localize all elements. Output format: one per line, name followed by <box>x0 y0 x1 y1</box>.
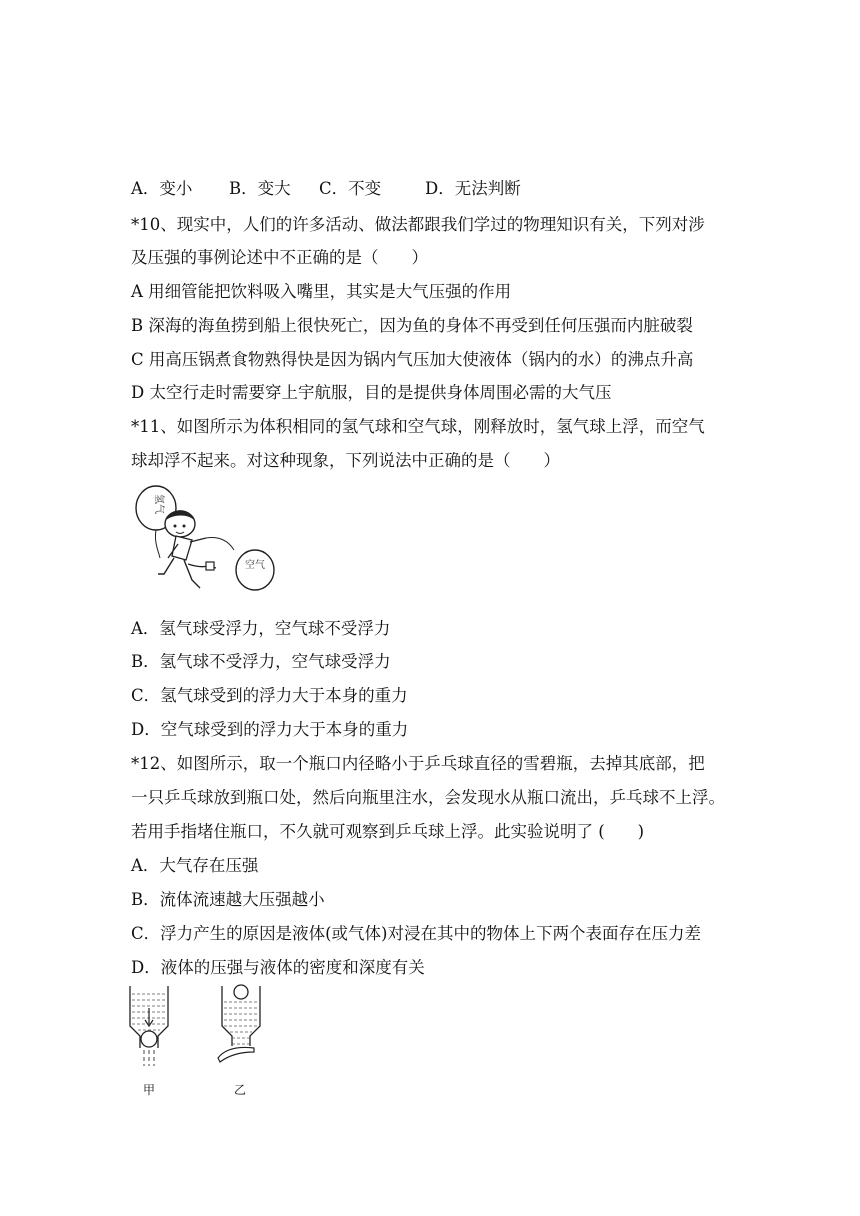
q12-stem-line3: 若用手指堵住瓶口，不久就可观察到乒乓球上浮。此实验说明了 ( ) <box>131 822 645 841</box>
q12-stem-line1: *12、如图所示，取一个瓶口内径略小于乒乓球直径的雪碧瓶，去掉其底部，把 <box>131 754 705 773</box>
q11-stem-line2: 球却浮不起来。对这种现象，下列说法中正确的是（ ） <box>131 451 560 470</box>
q12-stem-line2: 一只乒乓球放到瓶口处，然后向瓶里注水，会发现水从瓶口流出，乒乓球不上浮。 <box>131 788 725 807</box>
q10-option-c: C 用高压锅煮食物熟得快是因为锅内气压加大使液体（锅内的水）的沸点升高 <box>131 350 694 369</box>
q11-figure-balloons <box>128 484 278 602</box>
q11-option-b: B．氢气球不受浮力，空气球受浮力 <box>131 652 391 671</box>
balloon1-label: 氢气 <box>153 494 164 514</box>
q10-option-b: B 深海的海鱼捞到船上很快死亡，因为鱼的身体不再受到任何压强而内脏破裂 <box>131 316 693 335</box>
q12-option-d: D．液体的压强与液体的密度和深度有关 <box>131 958 425 977</box>
bottle-jia <box>130 986 168 1066</box>
q9-option-b: B．变大 <box>229 179 291 198</box>
q12-option-b: B．流体流速越大压强越小 <box>131 890 325 909</box>
q9-option-a: A．变小 <box>131 179 193 198</box>
q10-option-d: D 太空行走时需要穿上宇航服，目的是提供身体周围必需的大气压 <box>131 383 612 402</box>
q12-figure-bottles <box>124 982 274 1082</box>
balloon-boy-illustration <box>128 484 278 602</box>
figure-label-jia: 甲 <box>143 1083 156 1097</box>
q9-option-d: D．无法判断 <box>425 179 521 198</box>
bottle-experiment-illustration <box>124 982 274 1082</box>
q12-option-c: C．浮力产生的原因是液体(或气体)对浸在其中的物体上下两个表面存在压力差 <box>131 924 701 943</box>
balloon2-label: 空气 <box>245 560 265 571</box>
q10-stem-line1: *10、现实中，人们的许多活动、做法都跟我们学过的物理知识有关，下列对涉 <box>131 215 705 234</box>
q10-option-a: A 用细管能把饮料吸入嘴里，其实是大气压强的作用 <box>131 282 512 301</box>
q9-option-c: C．不变 <box>319 179 382 198</box>
q10-stem-line2: 及压强的事例论述中不正确的是（ ） <box>131 248 428 267</box>
q11-option-d: D．空气球受到的浮力大于本身的重力 <box>131 720 409 739</box>
bottle-yi <box>218 985 260 1062</box>
q11-stem-line1: *11、如图所示为体积相同的氢气球和空气球，刚释放时，氢气球上浮，而空气 <box>131 417 705 436</box>
q12-option-a: A．大气存在压强 <box>131 856 259 875</box>
q11-option-c: C．氢气球受到的浮力大于本身的重力 <box>131 686 408 705</box>
q9-options <box>131 178 521 200</box>
q11-option-a: A．氢气球受浮力，空气球不受浮力 <box>131 619 391 638</box>
figure-label-yi: 乙 <box>234 1083 247 1097</box>
